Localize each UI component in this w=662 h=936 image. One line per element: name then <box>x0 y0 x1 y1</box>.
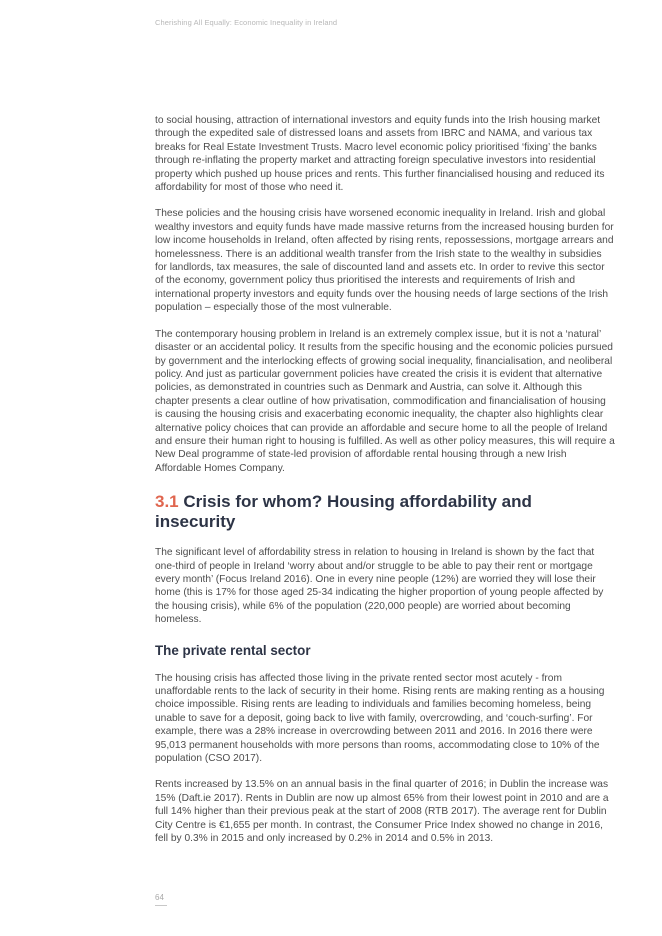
body-paragraph: Rents increased by 13.5% on an annual basis in the final quarter of 2016; in Dublin the increase was 15% (Daft.ie 2017). Rents in Dublin are now up almost 65% from their lowest point in 2010 and are a full 14% higher than their previous peak at the start of 2008 (RTB 2017). The average rent for Dublin City Centre is €1,655 per month. In contrast, the Consumer Price Index showed no change in 2016, fell by 0.3% in 2015 and only increased by 0.2% in 2014 and 0.5% in 2013. <box>155 779 609 845</box>
section-title: Crisis for whom? Housing affordability and insecurity <box>155 492 532 532</box>
page-number: 64 <box>155 893 164 902</box>
page-content <box>155 114 615 858</box>
body-paragraph: The significant level of affordability stress in relation to housing in Ireland is shown by the fact that one-third of people in Ireland ‘worry about and/or struggle to be able to pay their rent or mortgage every month’ (Focus Ireland 2016). One in every nine people (12%) are worried they will lose their home (this is 17% for those aged 25-34 indicating the higher proportion of young people affected by the housing crisis), while 6% of the population (220,000 people) are worried about becoming homeless. <box>155 547 604 626</box>
page-number-rule <box>155 905 167 906</box>
body-paragraph: The housing crisis has affected those living in the private rented sector most acutely - from unaffordable rents to the lack of security in their home. Rising rents are making renting as a housing choice impossible. Rising rents are leading to individuals and families becoming homeless, being unable to save for a deposit, going back to live with family, overcrowding, and ‘couch-surfing’. For example, there was a 28% increase in overcrowding between 2011 and 2016. In 2016 there were 95,013 permanent households with more persons than rooms, accommodating close to 10% of the population (CSO 2017). <box>155 672 605 765</box>
running-header: Cherishing All Equally: Economic Inequality in Ireland <box>155 18 338 27</box>
section-number: 3.1 <box>155 492 179 512</box>
body-paragraph: to social housing, attraction of international investors and equity funds into the Irish housing market through the expedited sale of distressed loans and assets from IBRC and NAMA, and various tax breaks for Real Estate Investment Trusts. Macro level economic policy prioritised ‘fixing’ the banks through re-inflating the property market and attracting foreign speculative investors into residential property which pushed up house prices and rents. This further financialised housing and reduced its affordability for most of those who need it. <box>155 115 605 194</box>
subsection-heading: The private rental sector <box>155 642 311 658</box>
body-paragraph: These policies and the housing crisis have worsened economic inequality in Ireland. Irish and global wealthy investors and equity funds have made massive returns from the increased housing burden for low income households in Ireland, often affected by rising rents, repossessions, mortgage arrears and homelessness. There is an additional wealth transfer from the Irish state to the wealthy in subsidies for landlords, tax measures, the sale of discounted land and assets etc. In order to revive this sector of the economy, government policy thus prioritised the interests and requirements of Irish and international property investors and equity funds over the housing needs of large sections of the Irish population – especially those of the most vulnerable. <box>155 208 614 314</box>
body-paragraph: The contemporary housing problem in Ireland is an extremely complex issue, but it is not a ‘natural’ disaster or an accidental policy. It results from the specific housing and the economic policies pursued by government and the interlocking effects of growing social inequality, financialisation, and neoliberal policy. And just as particular government policies have created the crisis it is evident that alternative policies, as demonstrated in countries such as Denmark and Austria, can solve it. Although this chapter presents a clear outline of how privatisation, commodification and financialisation of housing is causing the housing crisis and exacerbating economic inequality, the chapter also highlights clear alternative policy choices that can provide an affordable and secure home to all the people of Ireland and ensure their human right to housing is fulfilled. As well as other policy measures, this will require a New Deal programme of state-led provision of affordable rental housing through a new Irish Affordable Homes Company. <box>155 328 615 474</box>
section-heading <box>155 492 615 532</box>
